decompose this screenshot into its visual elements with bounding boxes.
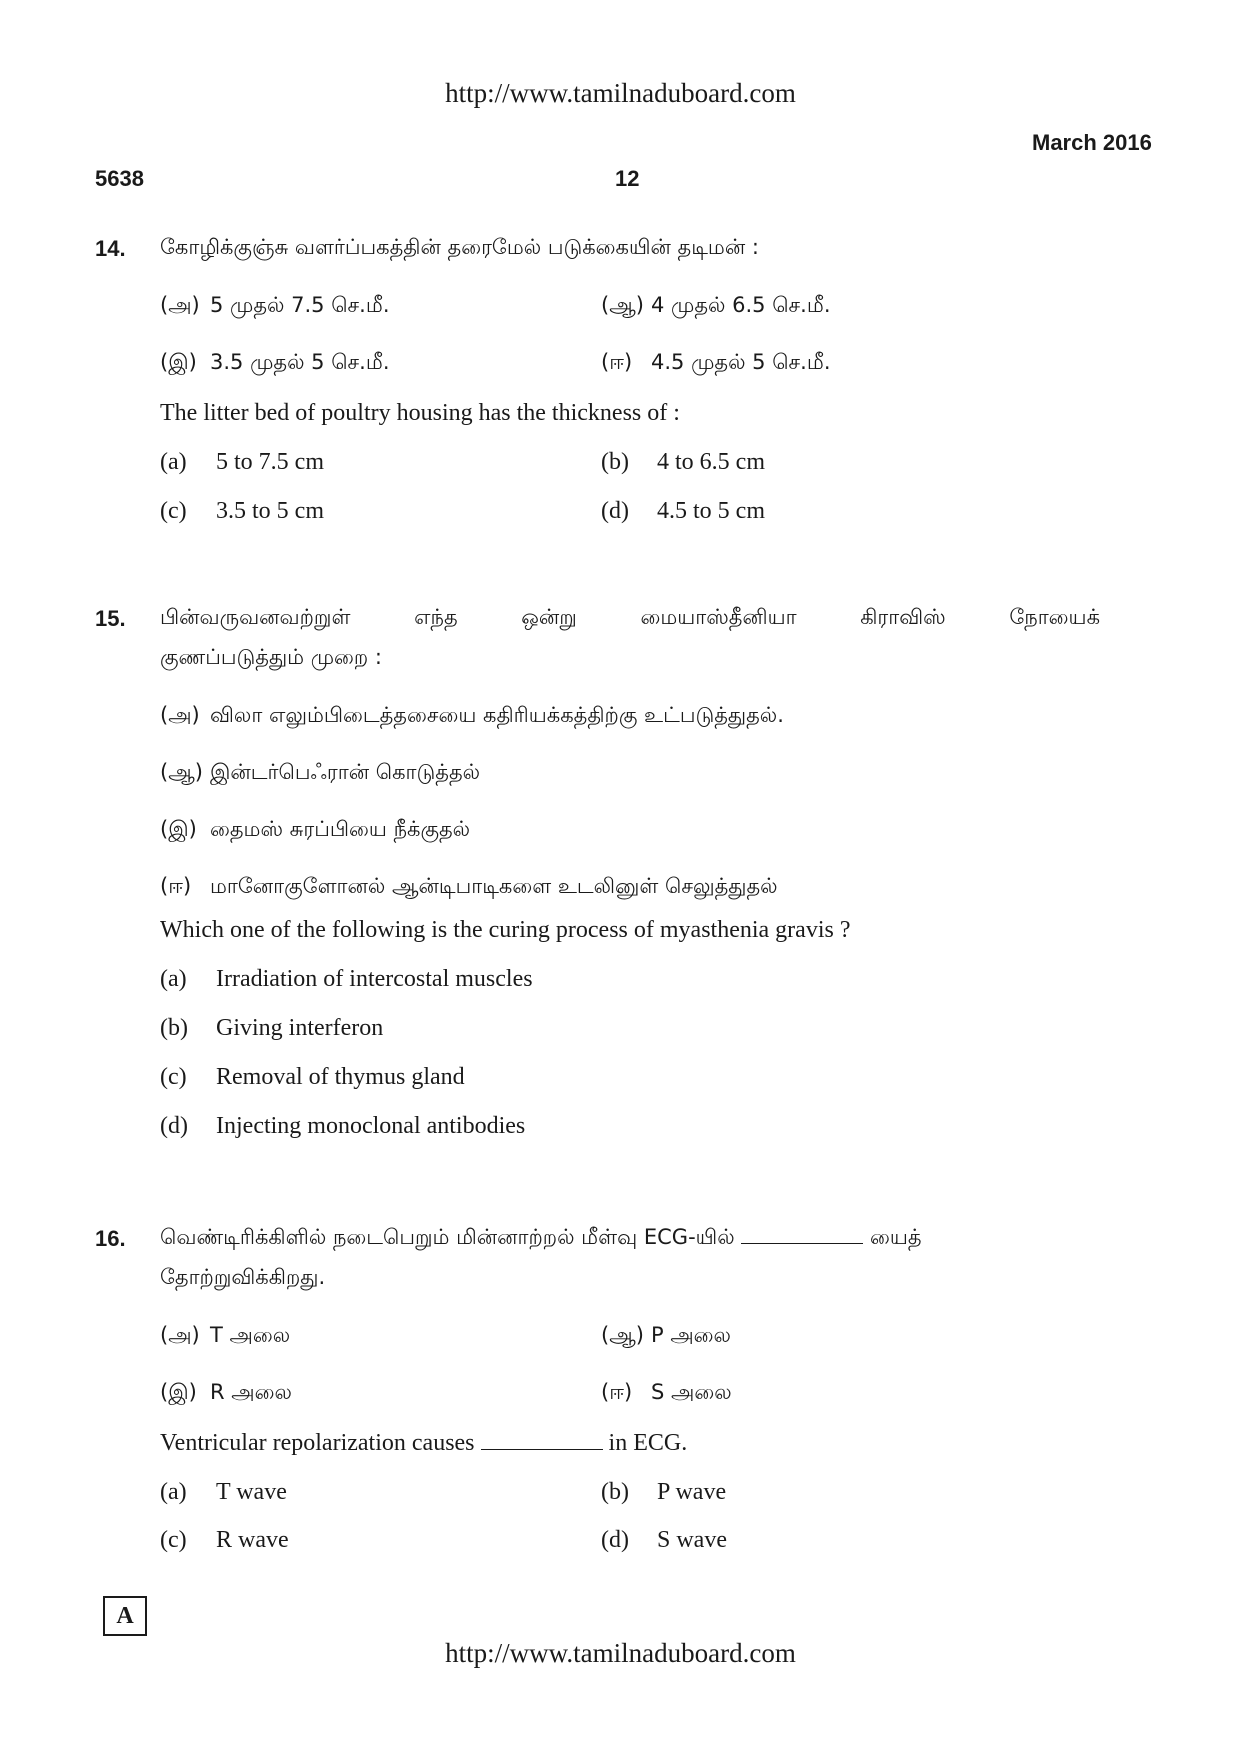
- bottom-url: http://www.tamilnaduboard.com: [445, 1638, 796, 1668]
- question-16-number: 16.: [95, 1226, 126, 1251]
- q16-tamil-option-b: [601, 1314, 731, 1356]
- question-16-tamil-stem-line2: தோற்றுவிக்கிறது.: [160, 1265, 326, 1289]
- q14-option-d: [601, 498, 765, 525]
- option-text: 3.5 முதல் 5 செ.மீ.: [210, 350, 390, 374]
- option-text: 4.5 முதல் 5 செ.மீ.: [651, 350, 831, 374]
- question-15-tamil-stem-line2: குணப்படுத்தும் முறை :: [160, 645, 382, 669]
- option-label: (b): [160, 1015, 188, 1041]
- option-label: (இ): [160, 1380, 197, 1404]
- q16-option-b: [601, 1479, 726, 1506]
- q15-option-d: [160, 1113, 525, 1140]
- option-label: (ஆ): [601, 1323, 644, 1347]
- q16-tamil-option-d: [601, 1371, 732, 1413]
- option-label: (a): [160, 966, 187, 992]
- option-label: (ஈ): [601, 350, 633, 374]
- option-text: T wave: [216, 1479, 287, 1505]
- option-text: P wave: [657, 1479, 727, 1505]
- option-label: (ஈ): [160, 874, 192, 898]
- option-label: (b): [601, 1479, 629, 1505]
- option-text: T அலை: [210, 1323, 291, 1347]
- tamil-stem-text: வெண்டிரிக்கிளில் நடைபெறும் மின்னாற்றல் மீள்வு ECG-யில்: [160, 1225, 735, 1249]
- question-14-tamil-stem: கோழிக்குஞ்சு வளர்ப்பகத்தின் தரைமேல் படுக்கையின் தடிமன் :: [160, 235, 759, 259]
- q15-option-a: [160, 966, 533, 993]
- tamil-stem-text: யைத்: [870, 1225, 922, 1249]
- q15-option-b: [160, 1015, 383, 1042]
- q14-tamil-option-b: [601, 284, 831, 326]
- option-label: (a): [160, 1479, 187, 1505]
- q15-tamil-option-b: [160, 751, 480, 793]
- exam-date: March 2016: [1032, 130, 1152, 155]
- booklet-type-box: A: [103, 1596, 147, 1636]
- option-text: R அலை: [210, 1380, 292, 1404]
- q15-option-c: [160, 1064, 465, 1091]
- option-label: (இ): [160, 350, 197, 374]
- option-label: (அ): [160, 293, 200, 317]
- option-text: 4 முதல் 6.5 செ.மீ.: [651, 293, 831, 317]
- option-text: தைமஸ் சுரப்பியை நீக்குதல்: [210, 817, 471, 841]
- top-url: http://www.tamilnaduboard.com: [445, 78, 796, 108]
- option-label: (a): [160, 449, 187, 475]
- q14-option-b: [601, 449, 765, 476]
- option-text: 3.5 to 5 cm: [216, 498, 324, 524]
- option-text: Removal of thymus gland: [216, 1064, 465, 1090]
- option-label: (அ): [160, 703, 200, 727]
- q14-tamil-option-a: [160, 284, 390, 326]
- option-text: P அலை: [651, 1323, 731, 1347]
- option-text: மானோகுளோனல் ஆன்டிபாடிகளை உடலினுள் செலுத்துதல்: [210, 874, 778, 898]
- option-text: Irradiation of intercostal muscles: [216, 966, 533, 992]
- q15-tamil-option-a: [160, 694, 784, 736]
- option-text: 5 to 7.5 cm: [216, 449, 324, 475]
- question-16-tamil-stem-line1: [160, 1216, 922, 1258]
- question-16-english-stem: [160, 1430, 687, 1457]
- option-text: 4.5 to 5 cm: [657, 498, 765, 524]
- option-label: (அ): [160, 1323, 200, 1347]
- option-label: (ஆ): [601, 293, 644, 317]
- option-label: (c): [160, 1527, 187, 1553]
- option-label: (c): [160, 1064, 187, 1090]
- question-14-number: 14.: [95, 236, 126, 261]
- q15-tamil-option-c: [160, 808, 470, 850]
- paper-code: 5638: [95, 166, 144, 191]
- option-label: (d): [601, 498, 629, 524]
- q14-option-a: [160, 449, 324, 476]
- option-label: (இ): [160, 817, 197, 841]
- option-text: Injecting monoclonal antibodies: [216, 1113, 526, 1139]
- answer-blank: [481, 1449, 603, 1450]
- answer-blank: [741, 1243, 863, 1244]
- q16-tamil-option-a: [160, 1314, 290, 1356]
- option-text: 4 to 6.5 cm: [657, 449, 765, 475]
- english-stem-text: in ECG.: [608, 1430, 688, 1456]
- option-text: 5 முதல் 7.5 செ.மீ.: [210, 293, 390, 317]
- option-text: விலா எலும்பிடைத்தசையை கதிரியக்கத்திற்கு உட்படுத்துதல்.: [210, 703, 784, 727]
- option-label: (d): [601, 1527, 629, 1553]
- question-14-english-stem: The litter bed of poultry housing has the thickness of :: [160, 400, 680, 426]
- q16-option-d: [601, 1527, 727, 1554]
- question-15-tamil-stem-line1: பின்வருவனவற்றுள் எந்த ஒன்று மையாஸ்தீனியா கிராவிஸ் நோயைக்: [160, 605, 1100, 629]
- q16-option-c: [160, 1527, 289, 1554]
- option-label: (d): [160, 1113, 188, 1139]
- option-label: (b): [601, 449, 629, 475]
- option-label: (ஈ): [601, 1380, 633, 1404]
- option-text: இன்டர்பெஃரான் கொடுத்தல்: [210, 760, 481, 784]
- option-label: (ஆ): [160, 760, 203, 784]
- english-stem-text: Ventricular repolarization causes: [160, 1430, 475, 1456]
- q16-tamil-option-c: [160, 1371, 292, 1413]
- option-text: S wave: [657, 1527, 727, 1553]
- option-text: R wave: [216, 1527, 289, 1553]
- page-number: 12: [615, 166, 640, 191]
- q16-option-a: [160, 1479, 287, 1506]
- option-text: Giving interferon: [216, 1015, 384, 1041]
- q14-option-c: [160, 498, 324, 525]
- question-15-english-stem: Which one of the following is the curing process of myasthenia gravis ?: [160, 917, 851, 943]
- option-label: (c): [160, 498, 187, 524]
- q14-tamil-option-c: [160, 341, 390, 383]
- q15-tamil-option-d: [160, 865, 778, 907]
- q14-tamil-option-d: [601, 341, 831, 383]
- option-text: S அலை: [651, 1380, 732, 1404]
- question-15-number: 15.: [95, 606, 126, 631]
